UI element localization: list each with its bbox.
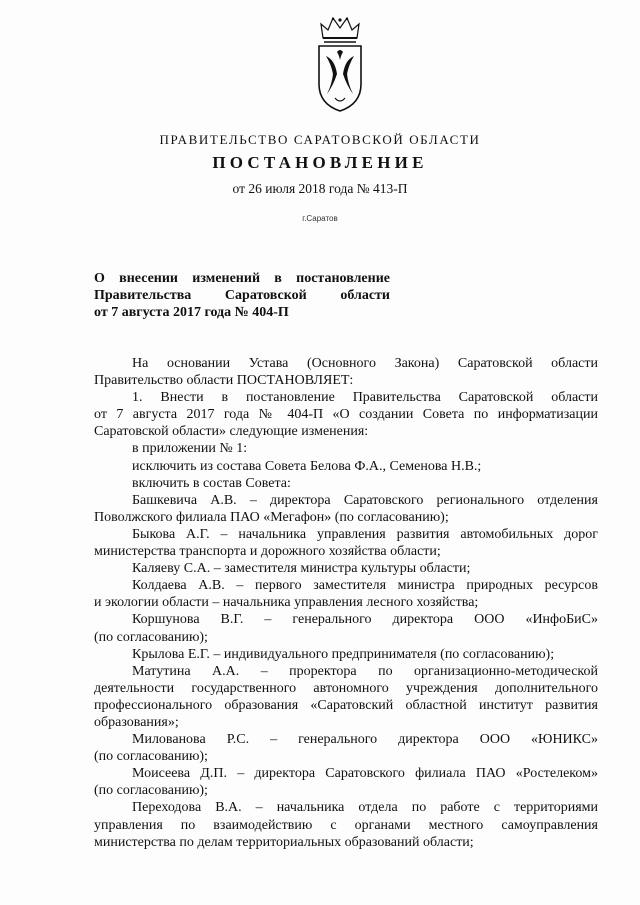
body-line: министерства транспорта и дорожного хозяйства области; bbox=[94, 544, 441, 560]
government-name: ПРАВИТЕЛЬСТВО САРАТОВСКОЙ ОБЛАСТИ bbox=[159, 132, 481, 147]
body-line: от 7 августа 2017 года № 404-П «О создании Совета по информатизации bbox=[94, 407, 598, 423]
body-line: (по согласованию); bbox=[94, 783, 208, 799]
body-line: в приложении № 1: bbox=[132, 441, 248, 457]
document-body bbox=[94, 355, 598, 851]
body-line: образования»; bbox=[94, 714, 179, 730]
document-title: ПОСТАНОВЛЕНИЕ bbox=[212, 153, 428, 172]
body-line: деятельности государственного автономного учреждения дополнительного bbox=[94, 680, 598, 696]
body-line: министерства по делам территориальных образований области; bbox=[94, 834, 474, 850]
body-line: Башкевича А.В. – директора Саратовского регионального отделения bbox=[132, 492, 598, 508]
heading-line: от 7 августа 2017 года № 404-П bbox=[94, 305, 289, 320]
document-heading bbox=[94, 270, 390, 321]
body-line: Саратовской области» следующие изменения: bbox=[94, 424, 369, 440]
body-line: Поволжского филиала ПАО «Мегафон» (по согласованию); bbox=[94, 509, 449, 525]
body-line: и экологии области – начальника управления лесного хозяйства; bbox=[94, 595, 479, 611]
body-line: Крылова Е.Г. – индивидуального предпринимателя (по согласованию); bbox=[132, 646, 555, 662]
body-line: Колдаева А.В. – первого заместителя министра природных ресурсов bbox=[132, 578, 598, 594]
body-line: Матутина А.А. – проректора по организационно-методической bbox=[132, 663, 598, 679]
body-line: (по согласованию); bbox=[94, 629, 208, 645]
heading-line: Правительства Саратовской области bbox=[94, 288, 390, 303]
body-line: (по согласованию); bbox=[94, 749, 208, 765]
body-line: На основании Устава (Основного Закона) Саратовской области bbox=[132, 356, 598, 371]
body-line: исключить из состава Совета Белова Ф.А., Семенова Н.В.; bbox=[132, 458, 482, 474]
body-line: Коршунова В.Г. – генерального директора ООО «ИнфоБиС» bbox=[132, 612, 598, 628]
body-line: Каляеву С.А. – заместителя министра культуры области; bbox=[132, 561, 471, 577]
body-line: Переходова В.А. – начальника отдела по работе с территориями bbox=[132, 800, 598, 816]
body-line: управления по взаимодействию с органами местного самоуправления bbox=[94, 817, 598, 833]
body-line: Моисеева Д.П. – директора Саратовского филиала ПАО «Ростелеком» bbox=[132, 766, 598, 782]
body-line: профессионального образования «Саратовский областной институт развития bbox=[94, 697, 598, 713]
document-city: г.Саратов bbox=[302, 214, 338, 223]
body-line: Милованова Р.С. – генерального директора ООО «ЮНИКС» bbox=[132, 732, 598, 748]
heading-line: О внесении изменений в постановление bbox=[94, 271, 390, 286]
body-line: 1. Внести в постановление Правительства Саратовской области bbox=[132, 390, 598, 406]
body-line: включить в состав Совета: bbox=[132, 475, 291, 491]
document-date-number: от 26 июля 2018 года № 413-П bbox=[232, 181, 408, 196]
body-line: Быкова А.Г. – начальника управления развития автомобильных дорог bbox=[132, 526, 598, 542]
body-line: Правительство области ПОСТАНОВЛЯЕТ: bbox=[94, 373, 354, 389]
coat-of-arms-icon bbox=[313, 14, 367, 114]
